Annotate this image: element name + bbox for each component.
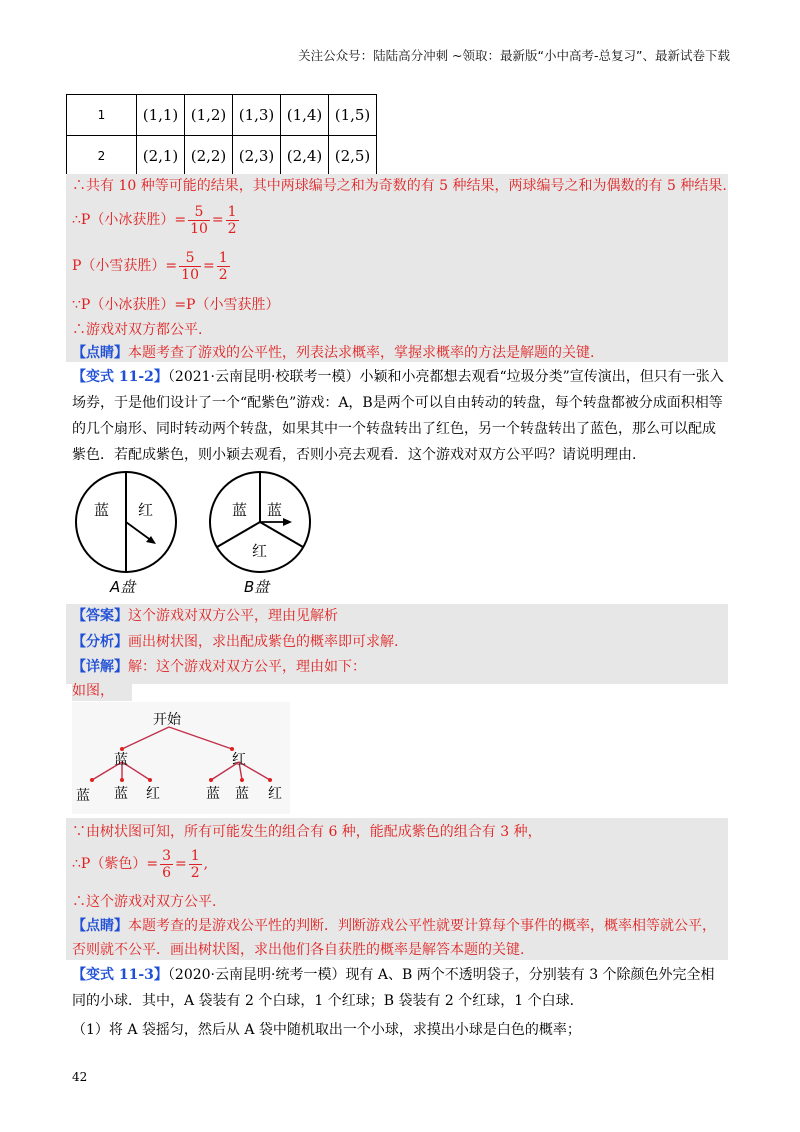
sub-question-1: （1）将 A 袋摇匀，然后从 A 袋中随机取出一个小球，求摸出小球是白色的概率； — [72, 1022, 581, 1038]
prob-label: ∴P（小冰获胜）= — [72, 212, 187, 228]
denominator: 2 — [190, 864, 200, 881]
table-cell: (1,1) — [137, 95, 185, 136]
tree-leaf-label: 蓝 — [206, 786, 220, 802]
dianjing-text: 本题考查了游戏的公平性，列表法求概率，掌握求概率的方法是解题的关键. — [128, 345, 595, 361]
sector-label: 蓝 — [94, 501, 110, 519]
sector-label: 红 — [138, 501, 154, 519]
numerator: 5 — [179, 250, 201, 267]
table-cell: (2,3) — [233, 136, 281, 177]
detail-line — [72, 657, 732, 677]
numerator: 1 — [190, 847, 200, 864]
denominator: 6 — [162, 864, 171, 881]
prob-xiaoxue — [72, 248, 732, 284]
outcome-table — [66, 94, 377, 177]
question-tag: 【变式 11-3】 — [72, 967, 168, 983]
answer-tag: 【答案】 — [72, 608, 128, 624]
fraction — [226, 204, 239, 237]
equals: = — [174, 856, 187, 872]
fraction — [188, 204, 210, 237]
denominator: 10 — [190, 220, 208, 237]
table-row — [67, 136, 377, 177]
tree-root-label: 开始 — [153, 712, 181, 728]
prob-label: P（小雪获胜）= — [72, 258, 178, 274]
table-row — [67, 95, 377, 136]
spinner-a-pointer — [126, 522, 152, 541]
question-tag: 【变式 11-2】 — [72, 369, 168, 385]
denominator: 10 — [181, 266, 199, 283]
detail-tag: 【详解】 — [72, 659, 128, 675]
prob-xiaobing — [72, 202, 732, 238]
table-cell: (1,4) — [281, 95, 329, 136]
solution-line-5: ∴游戏对双方都公平. — [72, 322, 203, 338]
spinner-figure — [70, 468, 320, 600]
tree-node-dot — [148, 778, 152, 782]
dianjing-text: 本题考查的是游戏公平性的判断．判断游戏公平性就要计算每个事件的概率，概率相等就公平，否则就不公平．画出树状图，求出他们各自获胜的概率是解答本题的关键. — [72, 918, 716, 958]
tree-background — [72, 702, 290, 814]
tree-leaf-label: 红 — [146, 786, 160, 802]
spinner-caption: B盘 — [244, 578, 270, 596]
answer-text: 这个游戏对双方公平，理由见解析 — [128, 608, 338, 624]
numerator: 1 — [218, 249, 228, 266]
tree-node-dot — [209, 778, 213, 782]
fraction — [189, 848, 202, 881]
answer-line — [72, 606, 732, 626]
question-text: （2021·云南昆明·校联考一模）小颖和小亮都想去观看“垃圾分类”宣传演出，但只有一张入场券，于是他们设计了一个“配紫色”游戏：A，B是两个可以自由转动的转盘，每个转盘都被分成面积相等的几个扇形、同时转动两个转盘，如果其中一个转盘转出了红色，另一个转盘转出了蓝色，那么可以配成紫色．若配成紫色，则小颖去观看，否则小亮去观看．这个游戏对双方公平吗？请说明理由. — [72, 369, 724, 463]
dianjing-tag: 【点睛】 — [72, 918, 128, 934]
spinner-b — [210, 472, 310, 596]
numerator: 5 — [188, 204, 210, 221]
denominator: 2 — [218, 266, 228, 283]
tree-diagram — [72, 702, 290, 814]
tree-node-dot — [120, 747, 124, 751]
prob-label: ∴P（紫色）= — [72, 856, 159, 872]
tree-node-dot — [90, 778, 94, 782]
analysis-tag: 【分析】 — [72, 634, 128, 650]
table-cell: (2,5) — [329, 136, 377, 177]
sector-label: 蓝 — [267, 501, 283, 519]
page-header: 关注公众号：陆陆高分冲刺 ~领取：最新版“小中高考-总复习”、最新试卷下载 — [298, 48, 730, 63]
dianjing-tag: 【点睛】 — [72, 345, 128, 361]
solution-line-1: ∴共有 10 种等可能的结果，其中两球编号之和为奇数的有 5 种结果，两球编号之和为偶数的有 5 种结果. — [72, 178, 727, 194]
question-11-3 — [72, 962, 728, 1014]
tree-node-dot — [268, 778, 272, 782]
table-cell: (1,5) — [329, 95, 377, 136]
tree-node-dot — [230, 747, 234, 751]
equals: = — [202, 258, 215, 274]
row-label: 1 — [67, 95, 137, 136]
equals: = — [211, 212, 224, 228]
tree-leaf-label: 红 — [268, 786, 282, 802]
table-cell: (2,4) — [281, 136, 329, 177]
table-cell: (2,1) — [137, 136, 185, 177]
tree-node-label: 红 — [232, 752, 246, 768]
comma: , — [203, 856, 209, 872]
analysis-line — [72, 632, 732, 652]
table-cell: (1,2) — [185, 95, 233, 136]
table-cell: (1,3) — [233, 95, 281, 136]
denominator: 2 — [227, 220, 237, 237]
table-cell: (2,2) — [185, 136, 233, 177]
tree-leaf-label: 蓝 — [235, 786, 249, 802]
row-label: 2 — [67, 136, 137, 177]
dianjing-1 — [72, 343, 732, 363]
numerator: 1 — [227, 203, 237, 220]
tree-node-dot — [120, 778, 124, 782]
fraction — [179, 250, 201, 283]
tree-node-dot — [240, 778, 244, 782]
tree-node-label: 蓝 — [114, 752, 128, 768]
tree-leaf-label: 蓝 — [76, 788, 90, 804]
numerator: 3 — [162, 847, 171, 864]
sector-label: 蓝 — [232, 501, 248, 519]
analysis-text: 画出树状图，求出配成紫色的概率即可求解. — [128, 634, 399, 650]
dianjing-2 — [72, 914, 728, 962]
sector-label: 红 — [252, 542, 268, 560]
detail-text: 解：这个游戏对双方公平，理由如下： — [128, 659, 366, 675]
tree-leaf-label: 蓝 — [114, 786, 128, 802]
solution-line-4: ∵P（小冰获胜）=P（小雪获胜） — [72, 297, 280, 313]
arrow-icon — [283, 518, 292, 526]
prob-purple — [72, 846, 732, 882]
page-number: 42 — [72, 1070, 88, 1084]
spinner-caption: A盘 — [110, 578, 136, 596]
question-text: （2020·云南昆明·统考一模）现有 A、B 两个不透明袋子，分别装有 3 个除颜色外完全相同的小球．其中，A 袋装有 2 个白球，1 个红球；B 袋装有 2 个红球，1 个白球. — [72, 967, 715, 1009]
question-11-2 — [72, 364, 728, 468]
spinner-a — [76, 472, 176, 596]
fraction — [160, 848, 173, 881]
fair-conclusion-line: ∴这个游戏对双方公平. — [72, 894, 217, 910]
fraction — [217, 250, 230, 283]
rutu-line: 如图， — [72, 681, 132, 701]
tree-conclusion-line: ∵由树状图可知，所有可能发生的组合有 6 种，能配成紫色的组合有 3 种， — [72, 824, 542, 840]
